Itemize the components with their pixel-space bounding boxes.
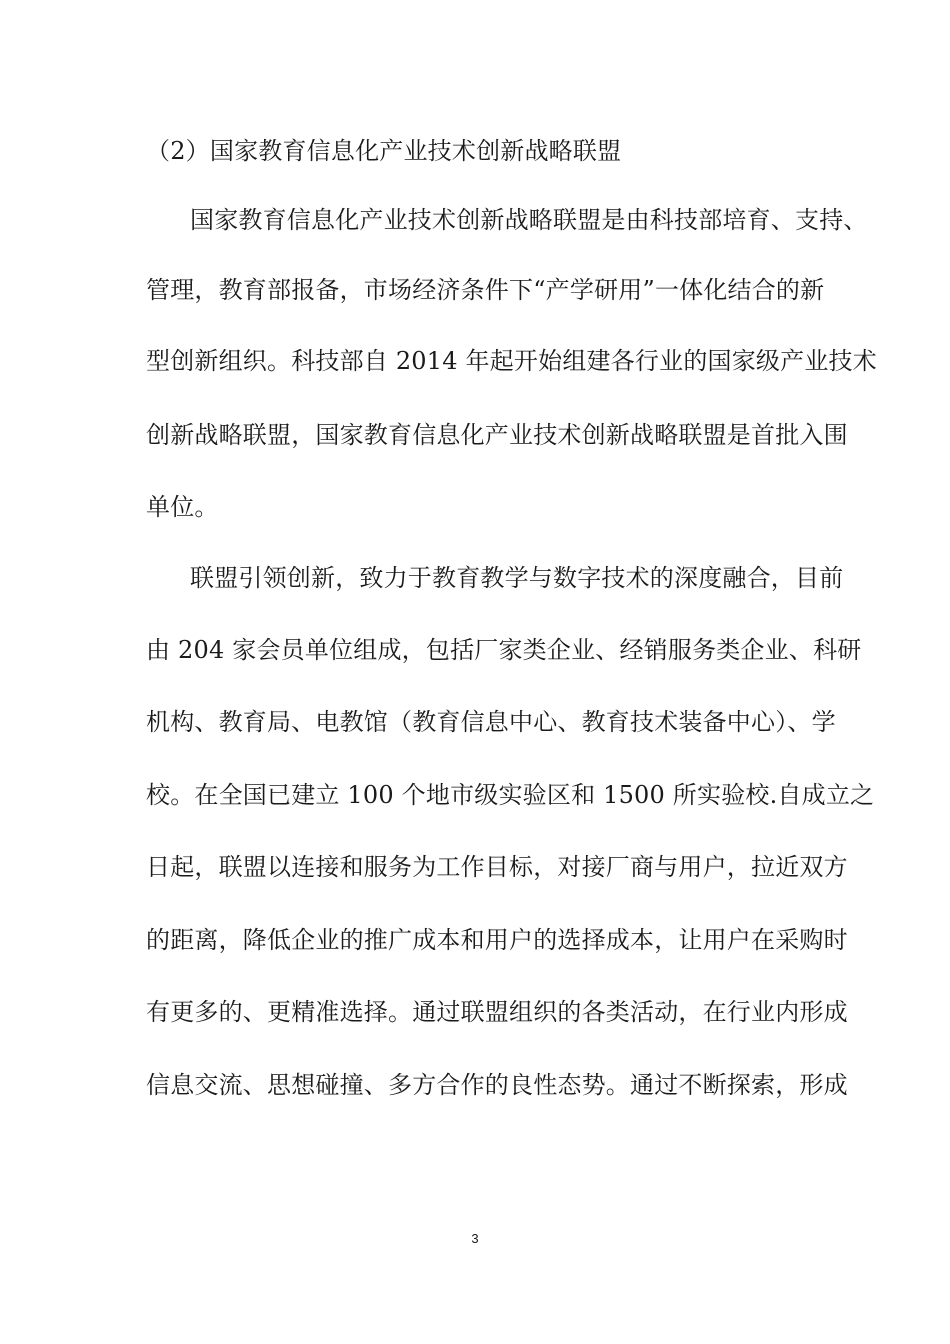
paragraph-line: 有更多的、更精准选择。通过联盟组织的各类活动，在行业内形成 xyxy=(146,998,848,1026)
paragraph-line: 单位。 xyxy=(146,493,219,521)
paragraph-line: 创新战略联盟，国家教育信息化产业技术创新战略联盟是首批入围 xyxy=(146,421,848,449)
section-heading: （2）国家教育信息化产业技术创新战略联盟 xyxy=(146,137,622,165)
paragraph-line: 日起，联盟以连接和服务为工作目标，对接厂商与用户，拉近双方 xyxy=(146,853,848,881)
paragraph-line: 的距离，降低企业的推广成本和用户的选择成本，让用户在采购时 xyxy=(146,926,848,954)
page-number: 3 xyxy=(471,1231,479,1246)
paragraph-line: 管理，教育部报备，市场经济条件下“产学研用”一体化结合的新 xyxy=(146,276,825,304)
paragraph-line: 信息交流、思想碰撞、多方合作的良性态势。通过不断探索，形成 xyxy=(146,1071,848,1099)
paragraph-line: 国家教育信息化产业技术创新战略联盟是由科技部培育、支持、 xyxy=(190,206,868,234)
paragraph-line: 联盟引领创新，致力于教育教学与数字技术的深度融合，目前 xyxy=(190,564,844,592)
paragraph-line: 校。在全国已建立 100 个地市级实验区和 1500 所实验校.自成立之 xyxy=(146,781,875,809)
paragraph-line: 型创新组织。科技部自 2014 年起开始组建各行业的国家级产业技术 xyxy=(146,347,877,375)
paragraph-line: 由 204 家会员单位组成，包括厂家类企业、经销服务类企业、科研 xyxy=(146,636,862,664)
paragraph-line: 机构、教育局、电教馆（教育信息中心、教育技术装备中心）、学 xyxy=(146,708,836,736)
